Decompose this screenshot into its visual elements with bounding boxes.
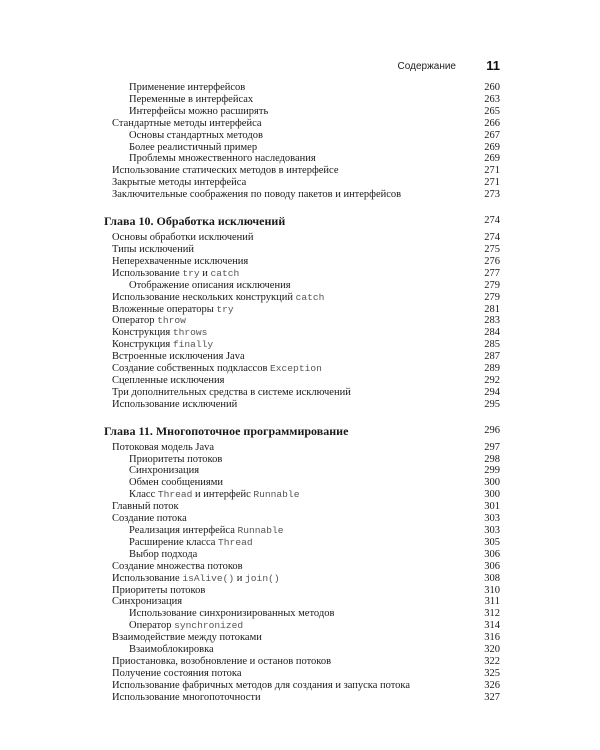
page-number: 11 [486,58,500,73]
toc-entry-page-number: 305 [484,536,500,548]
toc-entry [104,489,500,501]
toc-entry-page-number: 312 [484,608,500,620]
toc-entry-title [104,153,316,165]
toc-entry [104,465,500,477]
toc-entry-page-number: 279 [484,291,500,303]
entry-text: Интерфейсы можно расширять [129,105,269,117]
toc-entry-page-number: 310 [484,584,500,596]
toc-entry-title [104,489,299,501]
entry-text: Использование статических методов в интерфейсе [112,165,339,177]
entry-text: Заключительные соображения по поводу пакетов и интерфейсов [112,189,402,201]
entry-text: Получение состояния потока [112,667,242,679]
toc-entry-page-number: 276 [484,255,500,267]
toc-entry-page-number: 322 [484,655,500,667]
entry-text: Типы исключений [112,243,194,255]
toc-entry-page-number: 265 [484,105,500,117]
code-term: join() [245,572,280,584]
entry-text: Сцепленные исключения [112,374,225,386]
toc-entry-page-number: 306 [484,560,500,572]
entry-text: Создание потока [112,513,187,525]
toc-entry-title [104,363,322,375]
entry-text: Три дополнительных средства в системе исключений [112,386,351,398]
chapter-page-number: 274 [484,215,500,227]
toc-entry-page-number: 273 [484,189,500,201]
toc-entry-title [104,244,194,256]
toc-entry-page-number: 269 [484,153,500,165]
toc-entry [104,351,500,363]
toc-entry-page-number: 295 [484,398,500,410]
entry-text: Оператор [129,620,175,632]
toc-entry-page-number: 274 [484,232,500,244]
toc-entry-title [104,585,205,597]
code-term: Runnable [253,489,300,501]
entry-text: и интерфейс [192,489,254,501]
toc-entry [104,399,500,411]
toc-entry [104,339,500,351]
entry-text: Обмен сообщениями [129,477,223,489]
toc-entry-page-number: 279 [484,279,500,291]
toc-entry [104,232,500,244]
entry-text: Проблемы множественного наследования [129,153,316,165]
toc-entry-title [104,668,242,680]
entry-text: Синхронизация [112,596,183,608]
entry-text: и [199,267,211,279]
toc-entry-page-number: 306 [484,548,500,560]
toc-entry-page-number: 287 [484,351,500,363]
toc-entry [104,596,500,608]
entry-text: Использование многопоточности [112,691,261,703]
toc-entry-page-number: 294 [484,386,500,398]
toc-entry [104,165,500,177]
entry-text: Использование нескольких конструкций [112,291,296,303]
chapter-page-number: 296 [484,424,500,436]
entry-text: Синхронизация [129,465,200,477]
entry-text: Расширение класса [129,536,219,548]
toc-entry-title [104,280,291,292]
toc-entry-title [104,596,182,608]
toc-entry [104,118,500,130]
toc-entry-title [104,292,324,304]
entry-text: Приоритеты потоков [112,584,206,596]
toc-entry-title [104,399,237,411]
toc-entry-title [104,632,262,644]
toc-entry-title [104,82,245,94]
toc-entry-title [104,454,222,466]
toc-entry-title [104,644,214,656]
toc-entry-title [104,656,331,668]
entry-text: Использование фабричных методов для создания и запуска потока [112,679,411,691]
toc-entry-title [104,268,239,280]
toc-entry [104,668,500,680]
entry-text: Конструкция [112,327,173,339]
toc-entry-title [104,387,351,399]
toc-entry-page-number: 316 [484,632,500,644]
toc-entry-title [104,351,245,363]
toc-entry-page-number: 289 [484,363,500,375]
code-term: isAlive() [182,572,235,584]
toc-entry [104,573,500,585]
entry-text: Реализация интерфейса [129,525,238,536]
chapter-title: Глава 11. Многопоточное программирование [104,423,349,438]
toc-entry [104,585,500,597]
toc-entry-page-number: 327 [484,691,500,703]
toc-entry [104,130,500,142]
toc-entry [104,608,500,620]
code-term: Thread [218,536,253,548]
entry-text: Приостановка, возобновление и останов потоков [112,655,332,667]
entry-text: Вложенные операторы [112,303,217,315]
toc-entry-page-number: 303 [484,513,500,525]
entry-text: Закрытые методы интерфейса [112,177,247,189]
entry-text: Переменные в интерфейсах [129,93,254,105]
entry-text: Главный поток [112,501,179,513]
toc-entry [104,513,500,525]
toc-entry [104,501,500,513]
code-term: Exception [270,363,322,375]
toc-entry-page-number: 271 [484,165,500,177]
table-of-contents [104,82,500,704]
toc-entry-title [104,501,179,513]
toc-entry [104,244,500,256]
toc-entry [104,82,500,94]
toc-entry-page-number: 281 [484,303,500,315]
toc-entry-title [104,304,234,316]
toc-entry [104,94,500,106]
code-term: throws [172,327,208,339]
code-term: Runnable [237,525,284,536]
toc-entry-page-number: 325 [484,667,500,679]
toc-chapter [104,424,500,704]
chapter-heading [104,424,500,438]
chapter-title: Глава 10. Обработка исключений [104,214,286,229]
toc-entry [104,644,500,656]
toc-entry-page-number: 300 [484,477,500,489]
toc-entry-title [104,525,284,537]
toc-entry-title [104,608,334,620]
toc-entry-page-number: 263 [484,93,500,105]
toc-entry-page-number: 308 [484,572,500,584]
toc-entry [104,387,500,399]
toc-entry-page-number: 292 [484,374,500,386]
toc-entry [104,454,500,466]
toc-entry-title [104,537,253,549]
toc-entry-page-number: 326 [484,679,500,691]
toc-entry-title [104,692,261,704]
toc-entry-page-number: 267 [484,129,500,141]
page-header [100,60,500,76]
chapter-heading [104,214,500,228]
toc-entry-page-number: 297 [484,441,500,453]
toc-entry [104,442,500,454]
entry-text: Использование [112,267,183,279]
toc-entry-title [104,573,280,585]
toc-entry [104,692,500,704]
entry-text: и [234,572,246,584]
toc-entry-title [104,513,187,525]
toc-entry [104,268,500,280]
entry-text: Класс [129,489,158,501]
toc-entry-page-number: 299 [484,465,500,477]
toc-entry-title [104,549,197,561]
toc-entry [104,525,500,537]
toc-entry-page-number: 320 [484,644,500,656]
toc-entry [104,656,500,668]
toc-entry-page-number: 314 [484,620,500,632]
entry-text: Выбор подхода [129,548,198,560]
code-term: finally [172,339,214,351]
toc-entry-page-number: 284 [484,327,500,339]
toc-entry-title [104,177,246,189]
entry-text: Применение интерфейсов [129,82,246,93]
entry-text: Стандартные методы интерфейса [112,117,262,129]
toc-entry-title [104,561,243,573]
toc-entry [104,537,500,549]
toc-entry-page-number: 275 [484,243,500,255]
entry-text: Создание собственных подклассов [112,363,271,375]
toc-entry-page-number: 298 [484,453,500,465]
toc-entry-title [104,189,401,201]
entry-text: Конструкция [112,339,173,351]
entry-text: Неперехваченные исключения [112,255,249,267]
entry-text: Взаимоблокировка [129,644,214,656]
toc-entry-title [104,106,268,118]
entry-text: Потоковая модель Java [112,441,215,453]
toc-entry-title [104,465,199,477]
running-title: Содержание [397,61,456,72]
toc-entry [104,142,500,154]
toc-entry-title [104,620,243,632]
toc-entry [104,327,500,339]
toc-entry-page-number: 269 [484,141,500,153]
toc-entry-title [104,232,254,244]
toc-entry [104,680,500,692]
toc-entry-page-number: 301 [484,501,500,513]
toc-chapter [104,214,500,411]
code-term: catch [210,267,240,279]
toc-entry [104,280,500,292]
toc-entry [104,375,500,387]
toc-entry-page-number: 266 [484,117,500,129]
entry-text: Оператор [112,315,158,327]
toc-entry-page-number: 277 [484,267,500,279]
toc-entry-title [104,118,262,130]
toc-entry-page-number: 271 [484,177,500,189]
toc-entry [104,106,500,118]
toc-chapter [104,82,500,201]
toc-entry [104,189,500,201]
toc-entry [104,477,500,489]
entry-text: Отображение описания исключения [129,279,291,291]
toc-entry [104,561,500,573]
toc-entry [104,549,500,561]
code-term: try [216,303,234,315]
toc-entry-title [104,339,213,351]
entry-text: Использование исключений [112,398,238,410]
code-term: catch [295,291,325,303]
toc-entry [104,304,500,316]
entry-text: Встроенные исключения Java [112,351,245,363]
entry-text: Использование [112,572,183,584]
toc-entry-page-number: 303 [484,525,500,536]
toc-entry-title [104,375,224,387]
entry-text: Основы стандартных методов [129,129,263,141]
toc-entry-title [104,130,263,142]
entry-text: Взаимодействие между потоками [112,632,262,644]
entry-text: Создание множества потоков [112,560,243,572]
toc-entry-title [104,680,410,692]
toc-entry-title [104,94,253,106]
code-term: synchronized [174,620,244,632]
toc-entry-page-number: 300 [484,489,500,501]
code-term: throw [157,315,186,327]
toc-entry-title [104,442,214,454]
toc-entry [104,177,500,189]
toc-entry [104,292,500,304]
code-term: Thread [157,489,193,501]
toc-entry-title [104,256,248,268]
toc-entry [104,153,500,165]
toc-entry [104,363,500,375]
entry-text: Основы обработки исключений [112,232,254,244]
toc-entry-page-number: 311 [484,596,500,608]
toc-entry [104,315,500,327]
toc-entry-title [104,315,186,327]
code-term: try [182,267,200,279]
toc-entry-title [104,165,339,177]
toc-entry-title [104,477,223,489]
toc-entry-title [104,327,207,339]
toc-entry-page-number: 260 [484,82,500,93]
toc-entry [104,632,500,644]
toc-entry-page-number: 283 [484,315,500,327]
toc-entry-page-number: 285 [484,339,500,351]
toc-entry [104,620,500,632]
toc-entry-title [104,142,257,154]
toc-entry [104,256,500,268]
entry-text: Использование синхронизированных методов [129,608,335,620]
entry-text: Приоритеты потоков [129,453,223,465]
entry-text: Более реалистичный пример [129,141,258,153]
